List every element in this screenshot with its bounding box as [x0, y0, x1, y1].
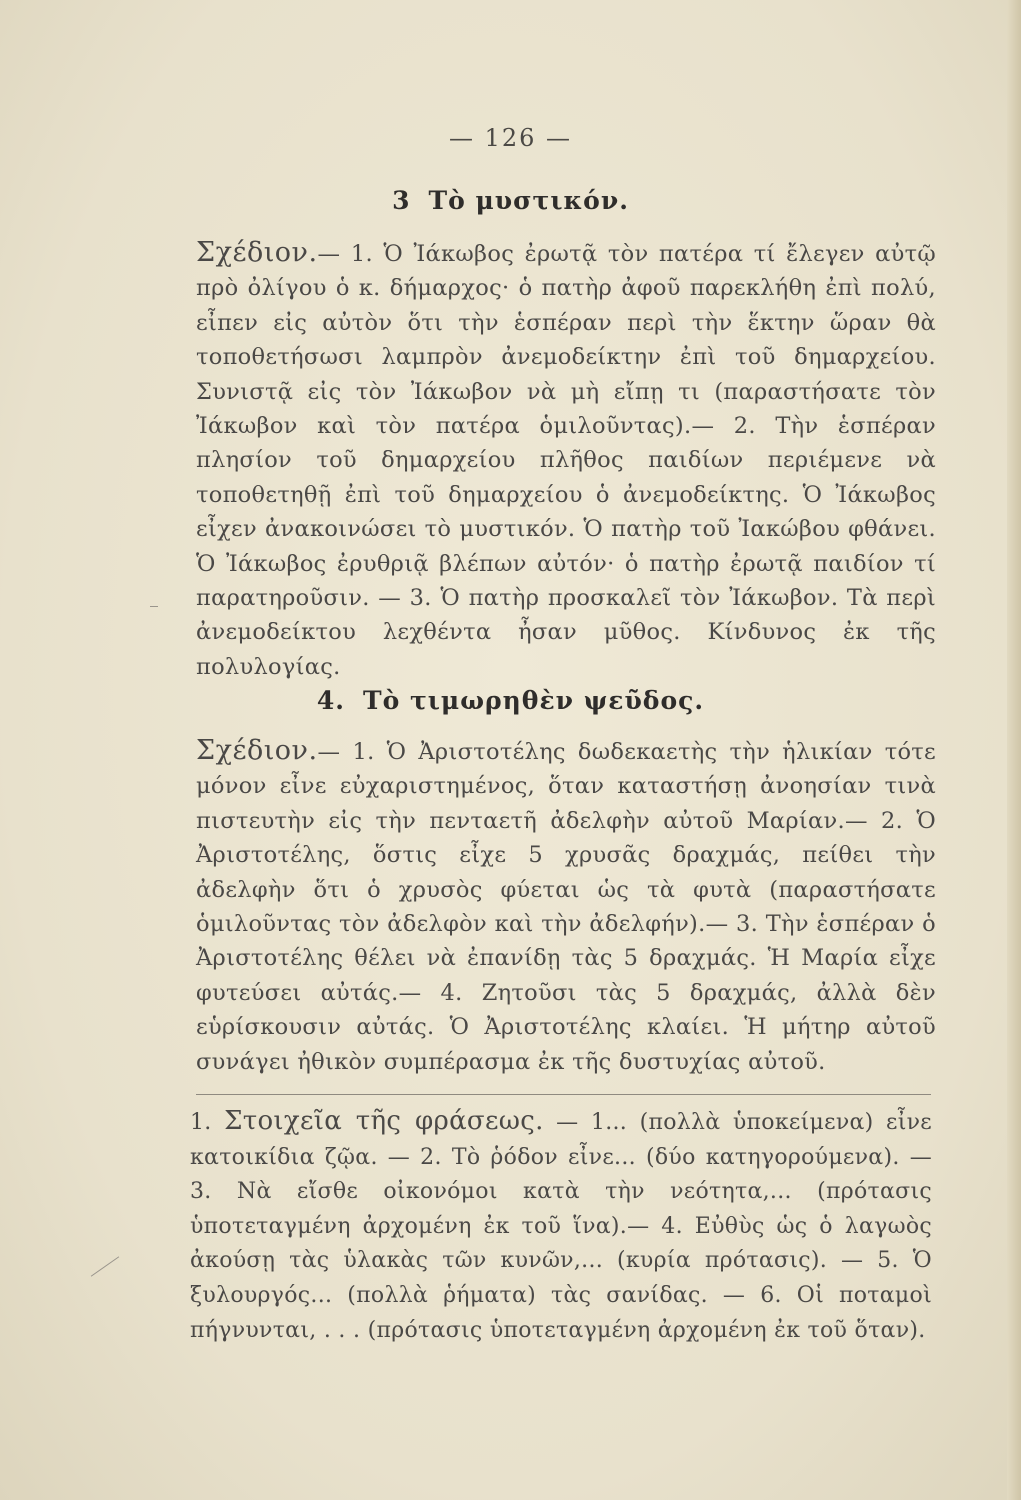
plan-label: Σχέδιον.: [196, 237, 318, 268]
paragraph-text: — 1. Ὁ Ἀριστοτέλης δωδεκαετὴς τὴν ἡλικίαν τότε μόνον εἶνε εὐχαριστημένος, ὅταν καταστήσῃ ἀνοησίαν τινὰ πιστευτὴν εἰς τὴν πενταετῆ ἀδελφὴν αὐτοῦ Μαρίαν.— 2. Ὁ Ἀριστοτέλης, ὅστις εἶχε 5 χρυσᾶς δραχμάς, πείθει τὴν ἀδελφὴν ὅτι ὁ χρυσὸς φύεται ὡς τὰ φυτὰ (παραστήσατε ὁμιλοῦντας τὸν ἀδελφὸν καὶ τὴν ἀδελφήν).— 3. Τὴν ἑσπέραν ὁ Ἀριστοτέλης θέλει νὰ ἐπανίδῃ τὰς 5 δραχμάς. Ἡ Μαρία εἶχε φυτεύσει αὐτάς.— 4. Ζητοῦσι τὰς 5 δραχμάς, ἀλλὰ δὲν εὑρίσκουσιν αὐτάς. Ὁ Ἀριστοτέλης κλαίει. Ἡ μήτηρ αὐτοῦ συνάγει ἠθικὸν συμπέρασμα ἐκ τῆς δυστυχίας αὐτοῦ.: [196, 739, 936, 1075]
section-body-3: [196, 236, 936, 684]
footnote-divider: [196, 1094, 931, 1095]
footnote-text: — 1... (πολλὰ ὑποκείμενα) εἶνε κατοικίδια ζῷα. — 2. Τὸ ῥόδον εἶνε... (δύο κατηγορούμενα). — 3. Νὰ εἴσθε οἰκονόμοι κατὰ τὴν νεότητα,... (πρότασις ὑποτεταγμένη ἀρχομένη ἐκ τοῦ ἵνα).— 4. Εὐθὺς ὡς ὁ λαγωὸς ἀκούσῃ τὰς ὑλακὰς τῶν κυνῶν,... (κυρία πρότασις). — 5. Ὁ ξυλουργός... (πολλὰ ῥήματα) τὰς σανίδας. — 6. Οἱ ποταμοὶ πήγνυνται, . . . (πρότασις ὑποτεταγμένη ἀρχομένη ἐκ τοῦ ὅταν).: [190, 1110, 933, 1343]
plan-label: Σχέδιον.: [196, 735, 318, 766]
section-title-3: [0, 186, 1021, 215]
section-body-4: [196, 734, 936, 1079]
section-heading: Τὸ μυστικόν.: [428, 186, 629, 215]
footnote-marker: 1.: [190, 1110, 212, 1135]
pen-mark: [150, 606, 158, 607]
page-edge: [1007, 0, 1021, 1500]
section-number: 3: [392, 186, 411, 215]
section-number: 4.: [316, 686, 345, 715]
pen-mark: [91, 1256, 119, 1276]
section-title-4: [0, 686, 1021, 715]
page-number: — 126 —: [448, 124, 573, 152]
footnote: [190, 1104, 932, 1348]
paragraph-text: — 1. Ὁ Ἰάκωβος ἐρωτᾷ τὸν πατέρα τί ἔλεγεν αὐτῷ πρὸ ὀλίγου ὁ κ. δήμαρχος· ὁ πατὴρ ἀφοῦ παρεκλήθη ἐπὶ πολύ, εἶπεν εἰς αὐτὸν ὅτι τὴν ἑσπέραν περὶ τὴν ἕκτην ὥραν θὰ τοποθετήσωσι λαμπρὸν ἀνεμοδείκτην ἐπὶ τοῦ δημαρχείου. Συνιστᾷ εἰς τὸν Ἰάκωβον νὰ μὴ εἴπῃ τι (παραστήσατε τὸν Ἰάκωβον καὶ τὸν πατέρα ὁμιλοῦντας).— 2. Τὴν ἑσπέραν πλησίον τοῦ δημαρχείου πλῆθος παιδίων περιέμενε νὰ τοποθετηθῇ ἐπὶ τοῦ δημαρχείου ὁ ἀνεμοδείκτης. Ὁ Ἰάκωβος εἶχεν ἀνακοινώσει τὸ μυστικόν. Ὁ πατὴρ τοῦ Ἰακώβου φθάνει. Ὁ Ἰάκωβος ἐρυθριᾷ βλέπων αὐτόν· ὁ πατὴρ ἐρωτᾷ παιδίον τί παρατηροῦσιν. — 3. Ὁ πατὴρ προσκαλεῖ τὸν Ἰάκωβον. Τὰ περὶ ἀνεμοδείκτου λεχθέντα ἦσαν μῦθος. Κίνδυνος ἐκ τῆς πολυλογίας.: [196, 241, 936, 680]
footnote-lead: Στοιχεῖα τῆς φράσεως.: [224, 1106, 544, 1136]
section-heading: Τὸ τιμωρηθὲν ψεῦδος.: [363, 686, 705, 715]
